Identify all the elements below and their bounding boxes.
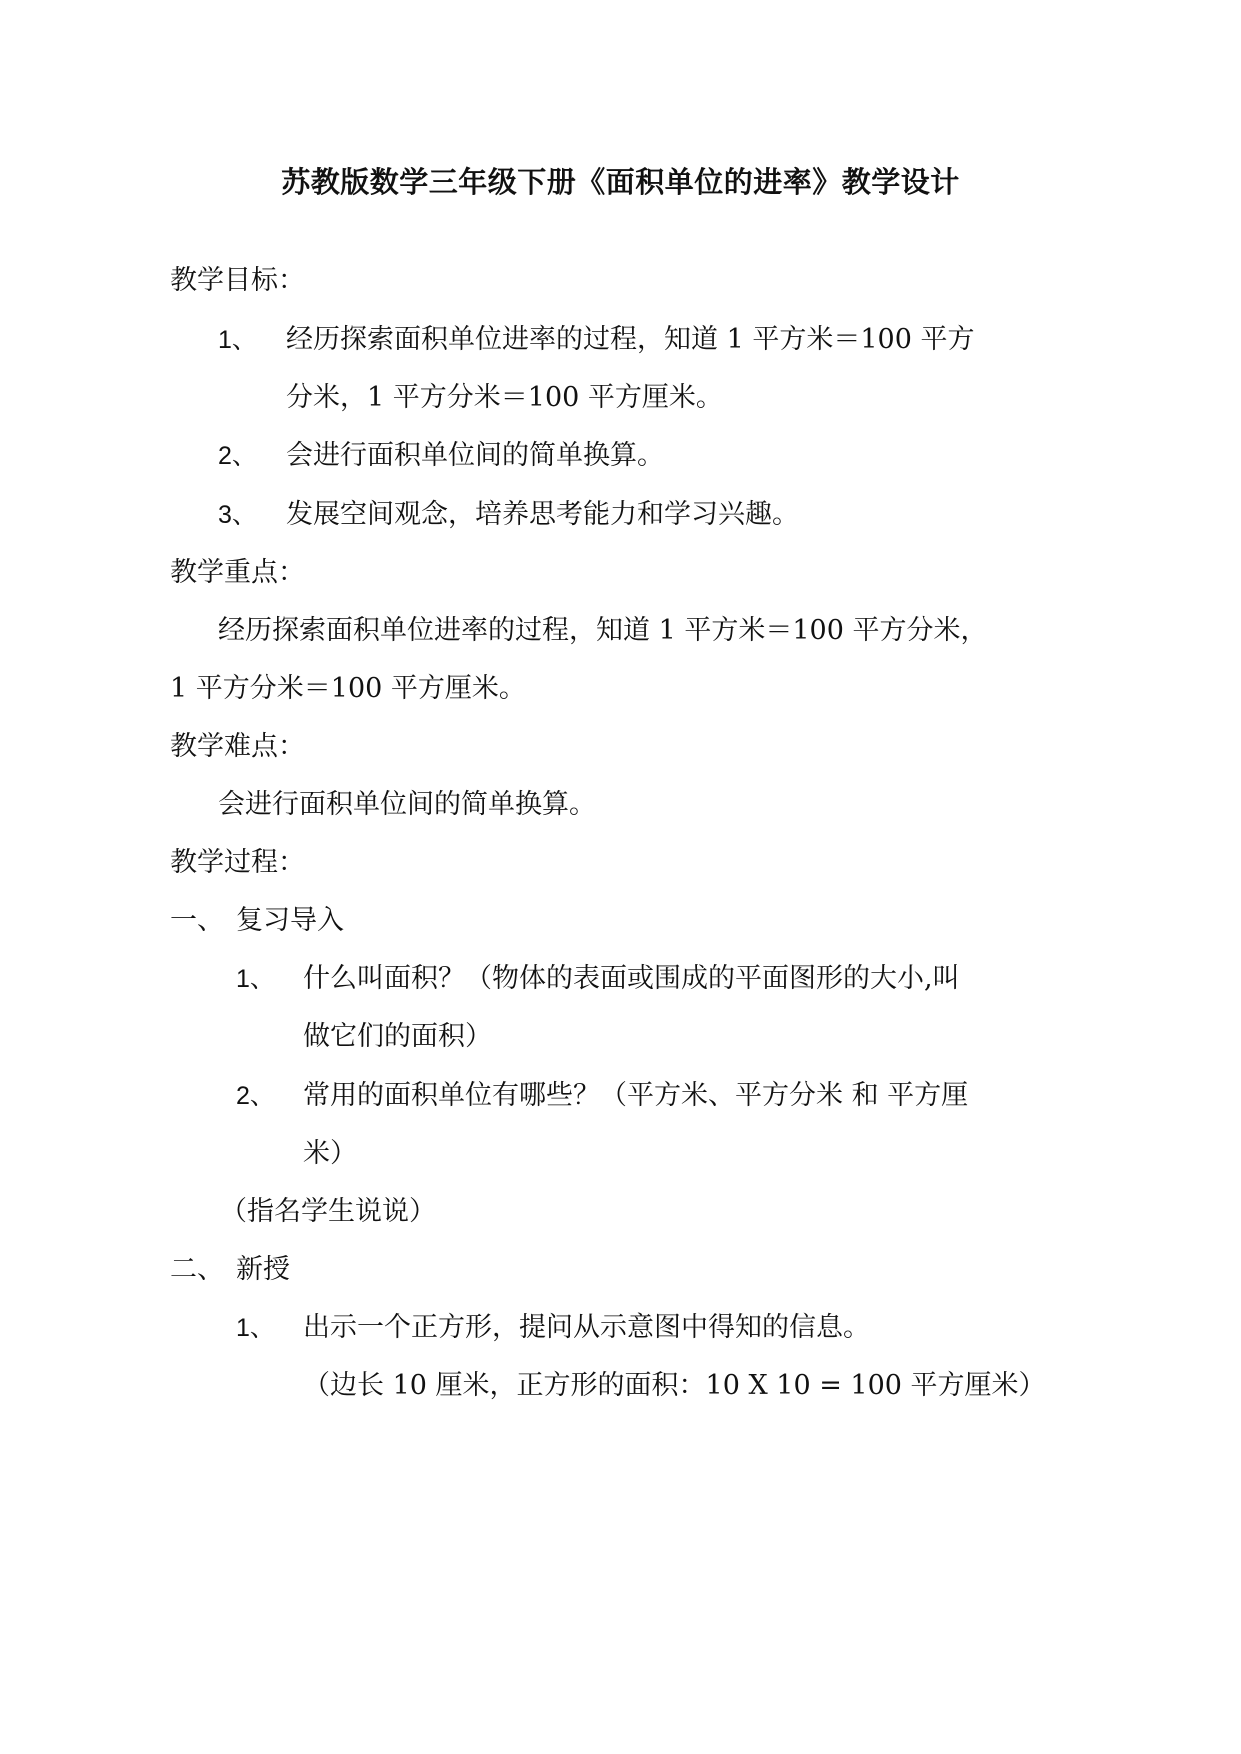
objective-text: 经历探索面积单位进率的过程，知道 1 平方米＝100 平方 bbox=[286, 324, 975, 355]
item-number: 2、 bbox=[236, 1082, 275, 1110]
process-heading: 教学过程： bbox=[170, 847, 305, 878]
item-text: 出示一个正方形，提问从示意图中得知的信息。 bbox=[303, 1312, 870, 1343]
item-text: 常用的面积单位有哪些？（平方米、平方分米 和 平方厘 bbox=[303, 1080, 969, 1111]
objective-text: 会进行面积单位间的简单换算。 bbox=[286, 440, 664, 471]
section-title: 复习导入 bbox=[236, 905, 344, 936]
objective-number: 3、 bbox=[218, 501, 257, 529]
key-points-text-continued: 1 平方分米＝100 平方厘米。 bbox=[170, 673, 526, 704]
objective-text: 发展空间观念，培养思考能力和学习兴趣。 bbox=[286, 499, 799, 530]
section-note: （指名学生说说） bbox=[220, 1196, 436, 1227]
objective-number: 2、 bbox=[218, 442, 257, 470]
difficulties-heading: 教学难点： bbox=[170, 731, 305, 762]
item-text-continued: 做它们的面积） bbox=[303, 1021, 492, 1052]
item-text: 什么叫面积？（物体的表面或围成的平面图形的大小,叫 bbox=[303, 963, 960, 994]
objectives-heading: 教学目标： bbox=[170, 265, 305, 296]
section-number: 二、 bbox=[170, 1254, 224, 1285]
key-points-text: 经历探索面积单位进率的过程，知道 1 平方米＝100 平方分米， bbox=[218, 615, 988, 646]
item-number: 1、 bbox=[236, 965, 275, 993]
item-number: 1、 bbox=[236, 1314, 275, 1342]
item-text-continued: （边长 10 厘米，正方形的面积：10 X 10 = 100 平方厘米） bbox=[303, 1370, 1046, 1401]
section-title: 新授 bbox=[236, 1254, 290, 1285]
section-number: 一、 bbox=[170, 905, 224, 936]
objective-number: 1、 bbox=[218, 326, 257, 354]
objective-text-continued: 分米，1 平方分米＝100 平方厘米。 bbox=[286, 382, 723, 413]
key-points-heading: 教学重点： bbox=[170, 557, 305, 588]
document-title: 苏教版数学三年级下册《面积单位的进率》教学设计 bbox=[281, 165, 960, 199]
difficulties-text: 会进行面积单位间的简单换算。 bbox=[218, 789, 596, 820]
item-text-continued: 米） bbox=[303, 1138, 357, 1169]
